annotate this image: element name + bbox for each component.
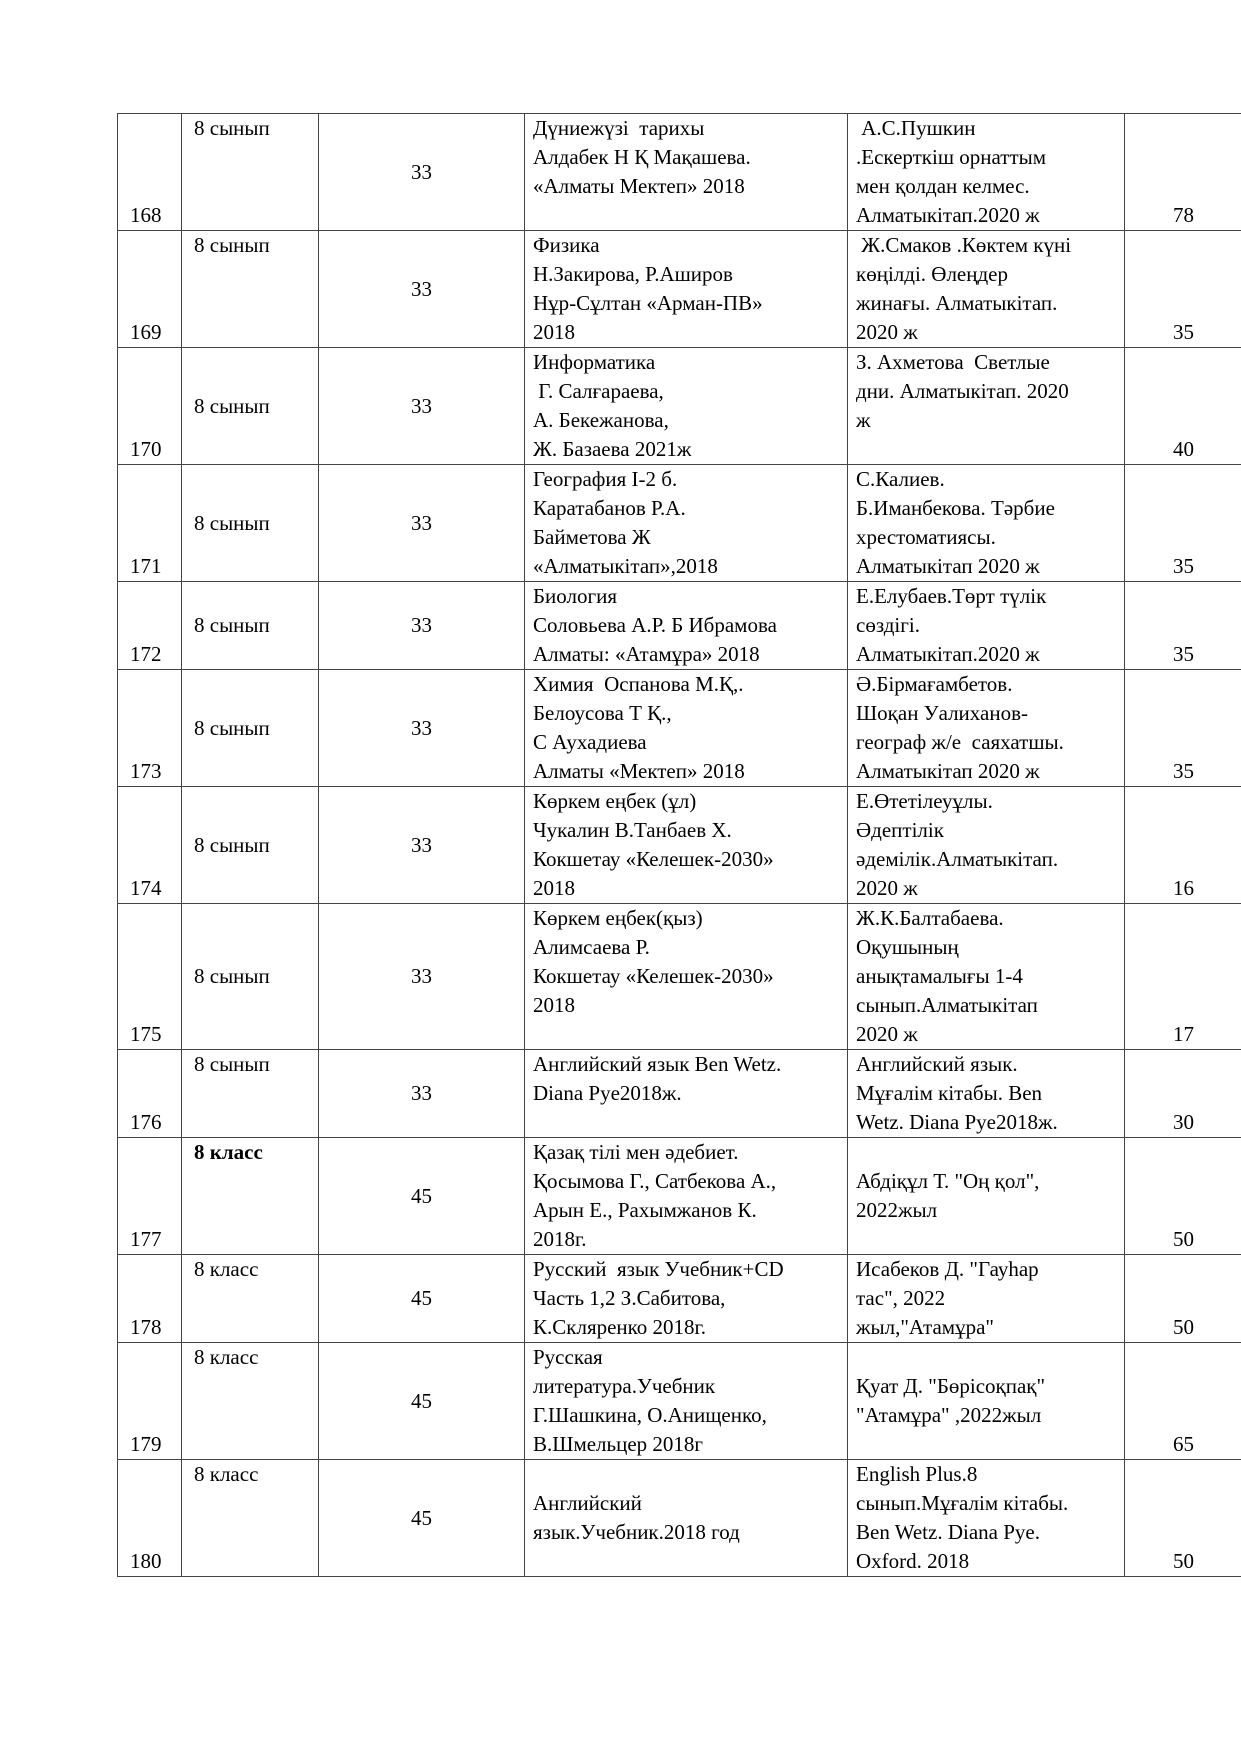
row-number: 176 [118,1050,182,1138]
literature-cell: Е.Елубаев.Төрт түлік сөздігі. Алматыкітап.2020 ж [848,582,1125,670]
grade-cell: 8 класс [182,1138,319,1255]
quantity-cell: 50 [1125,1138,1241,1255]
table-row [118,670,1241,787]
grade-cell: 8 сынып [182,1050,319,1138]
grade-cell: 8 сынып [182,787,319,904]
quantity-cell: 50 [1125,1255,1241,1343]
table-row [118,231,1241,348]
textbook-cell: Химия Оспанова М.Қ,. Белоусова Т Қ., С Аухадиева Алматы «Мектеп» 2018 [525,670,848,787]
quantity-cell: 50 [1125,1460,1241,1577]
hours-cell: 33 [319,670,525,787]
grade-cell: 8 сынып [182,582,319,670]
quantity-cell: 35 [1125,465,1241,582]
grade-cell: 8 класс [182,1343,319,1460]
grade-cell: 8 сынып [182,465,319,582]
textbook-cell: Дүниежүзі тарихы Алдабек Н Қ Мақашева. «Алматы Мектеп» 2018 [525,114,848,231]
literature-cell: С.Калиев. Б.Иманбекова. Тәрбие хрестоматиясы. Алматыкітап 2020 ж [848,465,1125,582]
grade-cell: 8 сынып [182,670,319,787]
quantity-cell: 35 [1125,231,1241,348]
literature-cell: Е.Өтетілеуұлы. Әдептілік әдемілік.Алматыкітап. 2020 ж [848,787,1125,904]
textbook-cell: Биология Соловьева А.Р. Б Ибрамова Алматы: «Атамұра» 2018 [525,582,848,670]
grade-cell: 8 сынып [182,904,319,1050]
hours-cell: 33 [319,1050,525,1138]
quantity-cell: 30 [1125,1050,1241,1138]
row-number: 174 [118,787,182,904]
textbook-table [117,113,1241,1577]
literature-cell: Английский язык. Мұғалім кітабы. Ben Wetz. Diana Pye2018ж. [848,1050,1125,1138]
literature-cell: Қуат Д. "Бөрісоқпақ" "Атамұра" ,2022жыл [848,1343,1125,1460]
grade-cell: 8 сынып [182,348,319,465]
textbook-cell: Русский язык Учебник+CD Часть 1,2 З.Сабитова, К.Скляренко 2018г. [525,1255,848,1343]
table-row [118,904,1241,1050]
grade-cell: 8 класс [182,1255,319,1343]
hours-cell: 33 [319,231,525,348]
hours-cell: 45 [319,1255,525,1343]
hours-cell: 33 [319,582,525,670]
row-number: 168 [118,114,182,231]
literature-cell: А.С.Пушкин .Ескерткіш орнаттым мен қолдан келмес. Алматыкітап.2020 ж [848,114,1125,231]
textbook-cell: Английский язык Ben Wetz. Diana Pye2018ж. [525,1050,848,1138]
row-number: 175 [118,904,182,1050]
grade-cell: 8 сынып [182,114,319,231]
row-number: 172 [118,582,182,670]
textbook-cell: Русская литература.Учебник Г.Шашкина, О.Анищенко, В.Шмельцер 2018г [525,1343,848,1460]
row-number: 178 [118,1255,182,1343]
quantity-cell: 17 [1125,904,1241,1050]
textbook-cell: Информатика Г. Салғараева, А. Бекежанова, Ж. Базаева 2021ж [525,348,848,465]
table-row [118,1343,1241,1460]
quantity-cell: 35 [1125,582,1241,670]
table-row [118,348,1241,465]
row-number: 171 [118,465,182,582]
literature-cell: Ж.Смаков .Көктем күні көңілді. Өлеңдер жинағы. Алматыкітап. 2020 ж [848,231,1125,348]
textbook-cell: Английский язык.Учебник.2018 год [525,1460,848,1577]
quantity-cell: 35 [1125,670,1241,787]
literature-cell: English Plus.8 сынып.Мұғалім кітабы. Ben Wetz. Diana Pye. Oxford. 2018 [848,1460,1125,1577]
hours-cell: 33 [319,114,525,231]
grade-cell: 8 класс [182,1460,319,1577]
quantity-cell: 78 [1125,114,1241,231]
textbook-cell: Көркем еңбек(қыз) Алимсаева Р. Кокшетау «Келешек-2030» 2018 [525,904,848,1050]
table-row [118,1255,1241,1343]
textbook-cell: География І-2 б. Каратабанов Р.А. Байметова Ж «Алматыкітап»,2018 [525,465,848,582]
hours-cell: 45 [319,1460,525,1577]
hours-cell: 33 [319,348,525,465]
table-row [118,1138,1241,1255]
quantity-cell: 40 [1125,348,1241,465]
textbook-cell: Физика Н.Закирова, Р.Аширов Нұр-Сұлтан «Арман-ПВ» 2018 [525,231,848,348]
table-row [118,787,1241,904]
table-row [118,114,1241,231]
hours-cell: 33 [319,787,525,904]
hours-cell: 45 [319,1138,525,1255]
textbook-cell: Көркем еңбек (ұл) Чукалин В.Танбаев Х. Кокшетау «Келешек-2030» 2018 [525,787,848,904]
table-row [118,1050,1241,1138]
table-row [118,1460,1241,1577]
literature-cell: З. Ахметова Светлые дни. Алматыкітап. 2020 ж [848,348,1125,465]
literature-cell: Ж.К.Балтабаева. Оқушының анықтамалығы 1-4 сынып.Алматыкітап 2020 ж [848,904,1125,1050]
hours-cell: 45 [319,1343,525,1460]
quantity-cell: 16 [1125,787,1241,904]
row-number: 177 [118,1138,182,1255]
row-number: 173 [118,670,182,787]
row-number: 179 [118,1343,182,1460]
grade-cell: 8 сынып [182,231,319,348]
hours-cell: 33 [319,465,525,582]
hours-cell: 33 [319,904,525,1050]
textbook-cell: Қазақ тілі мен әдебиет. Қосымова Г., Сатбекова А., Арын Е., Рахымжанов К. 2018г. [525,1138,848,1255]
literature-cell: Исабеков Д. "Гауһар тас", 2022 жыл,"Атамұра" [848,1255,1125,1343]
literature-cell: Абдіқұл Т. "Оң қол", 2022жыл [848,1138,1125,1255]
row-number: 180 [118,1460,182,1577]
quantity-cell: 65 [1125,1343,1241,1460]
literature-cell: Ә.Бірмағамбетов. Шоқан Уалиханов- географ ж/е саяхатшы. Алматыкітап 2020 ж [848,670,1125,787]
row-number: 170 [118,348,182,465]
row-number: 169 [118,231,182,348]
table-row [118,582,1241,670]
table-row [118,465,1241,582]
